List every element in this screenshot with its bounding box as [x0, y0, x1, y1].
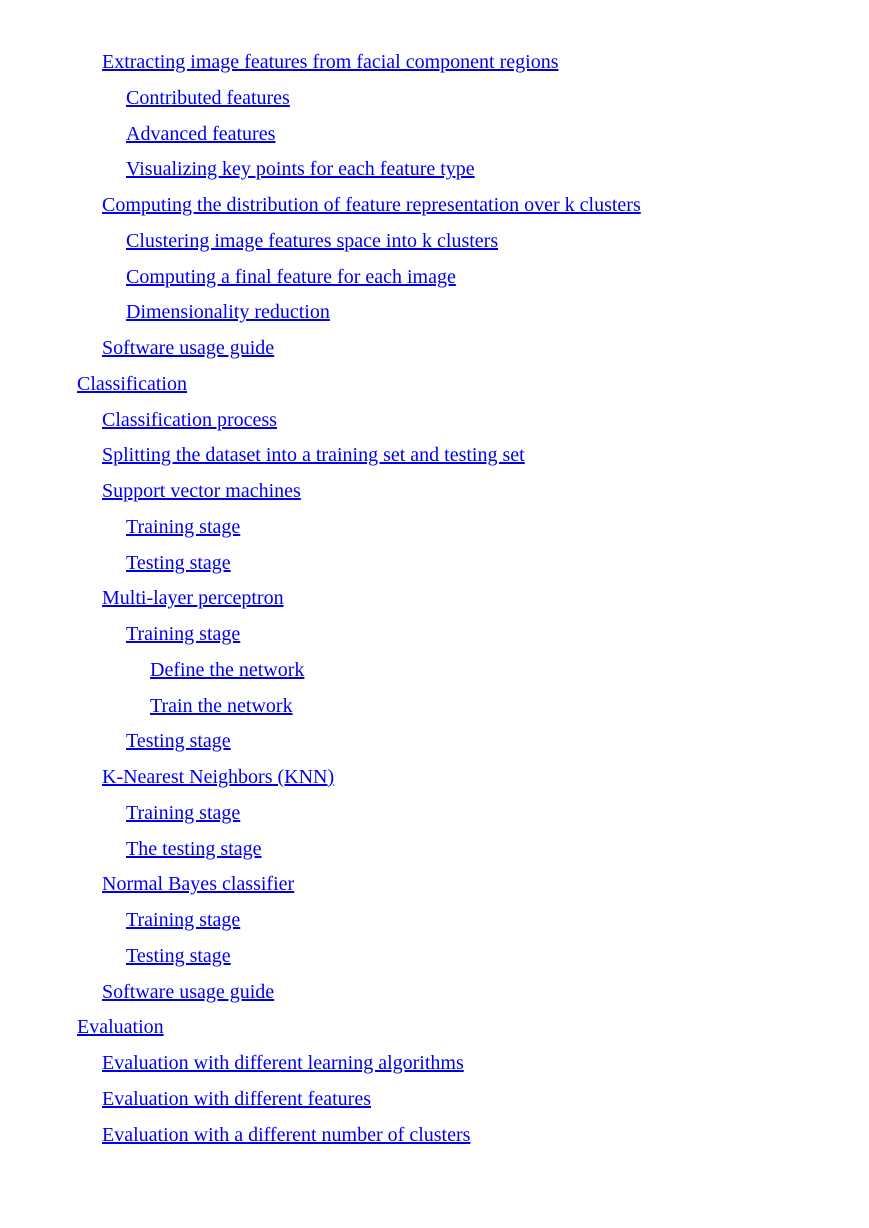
- toc-entry: [0, 474, 869, 510]
- toc-entry: [0, 724, 869, 760]
- toc-link[interactable]: Support vector machines: [102, 480, 301, 502]
- toc-link[interactable]: Training stage: [126, 623, 241, 645]
- toc-link[interactable]: Visualizing key points for each feature type: [126, 158, 475, 181]
- toc-entry: [0, 188, 869, 224]
- toc-entry: [0, 546, 869, 582]
- toc-link[interactable]: The testing stage: [126, 837, 262, 860]
- toc-link[interactable]: Contributed features: [126, 86, 290, 109]
- toc-link[interactable]: Evaluation with different features: [102, 1087, 371, 1110]
- toc-link[interactable]: Evaluation with a different number of clusters: [102, 1123, 471, 1146]
- toc-entry: [0, 581, 869, 617]
- toc-link[interactable]: Testing stage: [126, 944, 231, 967]
- toc-link[interactable]: Advanced features: [126, 122, 276, 145]
- toc-link[interactable]: Computing a final feature for each image: [126, 265, 456, 288]
- toc-entry: [0, 760, 869, 796]
- toc-entry: [0, 653, 869, 689]
- toc-entry: [0, 832, 869, 868]
- toc-link[interactable]: Normal Bayes classifier: [102, 873, 295, 896]
- toc-entry: [0, 45, 869, 81]
- toc-link[interactable]: Training stage: [126, 515, 241, 538]
- toc-link[interactable]: K-Nearest Neighbors (KNN): [102, 766, 335, 788]
- toc-entry: [0, 295, 869, 331]
- toc-entry: [0, 1082, 869, 1118]
- toc-link[interactable]: Classification: [77, 372, 187, 395]
- toc-entry: [0, 867, 869, 903]
- toc-entry: [0, 81, 869, 117]
- toc-link[interactable]: Dimensionality reduction: [126, 301, 330, 324]
- toc-entry: [0, 438, 869, 474]
- toc-entry: [0, 617, 869, 653]
- toc-link[interactable]: Extracting image features from facial component regions: [102, 51, 559, 73]
- toc-entry: [0, 331, 869, 367]
- toc-link[interactable]: Evaluation: [77, 1016, 164, 1039]
- toc-link[interactable]: Train the network: [150, 694, 293, 717]
- toc-link[interactable]: Splitting the dataset into a training set and testing set: [102, 444, 525, 467]
- toc-entry: [0, 224, 869, 260]
- toc-link[interactable]: Training stage: [126, 909, 241, 931]
- toc-entry: [0, 1046, 869, 1082]
- toc-entry: [0, 510, 869, 546]
- toc-entry: [0, 117, 869, 153]
- toc-link[interactable]: Classification process: [102, 408, 277, 431]
- toc-entry: [0, 260, 869, 296]
- toc-link[interactable]: Multi-layer perceptron: [102, 587, 284, 610]
- toc-entry: [0, 1010, 869, 1046]
- toc-link[interactable]: Evaluation with different learning algorithms: [102, 1052, 464, 1074]
- toc-link[interactable]: Computing the distribution of feature representation over k clusters: [102, 194, 641, 216]
- toc-link[interactable]: Define the network: [150, 658, 305, 681]
- toc-entry: [0, 403, 869, 439]
- toc-link[interactable]: Clustering image features space into k clusters: [126, 229, 499, 252]
- table-of-contents: [0, 45, 869, 1153]
- toc-link[interactable]: Software usage guide: [102, 980, 275, 1003]
- toc-link[interactable]: Software usage guide: [102, 337, 275, 359]
- toc-link[interactable]: Training stage: [126, 801, 241, 824]
- toc-entry: [0, 152, 869, 188]
- toc-entry: [0, 1118, 869, 1154]
- toc-link[interactable]: Testing stage: [126, 551, 231, 574]
- toc-entry: [0, 796, 869, 832]
- toc-entry: [0, 903, 869, 939]
- toc-entry: [0, 367, 869, 403]
- toc-link[interactable]: Testing stage: [126, 730, 231, 753]
- toc-entry: [0, 975, 869, 1011]
- toc-entry: [0, 939, 869, 975]
- toc-entry: [0, 689, 869, 725]
